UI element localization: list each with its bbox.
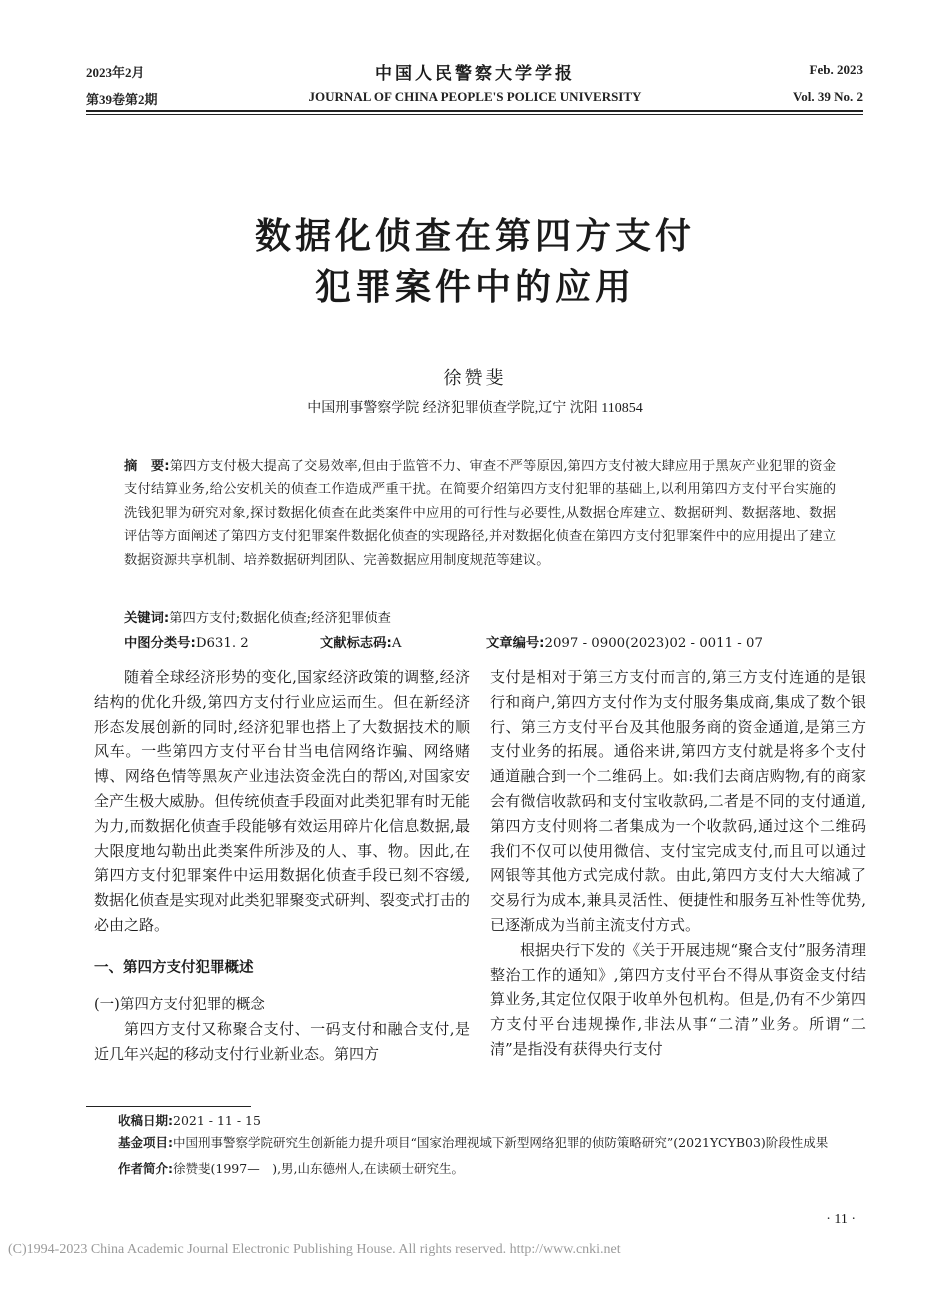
article-number-label: 文章编号: xyxy=(486,636,545,651)
bio-value: 徐赞斐(1997— ),男,山东德州人,在读硕士研究生。 xyxy=(173,1161,464,1176)
author-affiliation: 中国刑事警察学院 经济犯罪侦查学院,辽宁 沈阳 110854 xyxy=(307,401,643,416)
clc-code xyxy=(124,632,249,651)
clc-label: 中图分类号: xyxy=(124,636,196,651)
header-rule-thin xyxy=(86,114,863,115)
article-title-line-1: 数据化侦查在第四方支付 xyxy=(254,216,695,257)
footnote-rule xyxy=(86,1106,251,1107)
body-paragraph: 第四方支付又称聚合支付、一码支付和融合支付,是近几年兴起的移动支付行业新业态。第四方 xyxy=(94,1020,470,1064)
journal-title-en: JOURNAL OF CHINA PEOPLE'S POLICE UNIVERSITY xyxy=(308,89,642,104)
footnotes xyxy=(118,1110,863,1180)
abstract-text: 第四方支付极大提高了交易效率,但由于监管不力、审查不严等原因,第四方支付被大肆应用于黑灰产业犯罪的资金支付结算业务,给公安机关的侦查工作造成严重干扰。在简要介绍第四方支付犯罪的基础上,以利用第四方支付平台实施的洗钱犯罪为研究对象,探讨数据化侦查在此类案件中应用的可行性与必要性,从数据仓库建立、数据研判、数据落地、数据评估等方面阐述了第四方支付犯罪案件数据化侦查的实现路径,并对数据化侦查在第四方支付犯罪案件中的应用提出了建立数据资源共享机制、培养数据研判团队、完善数据应用制度规范等建议。 xyxy=(124,459,836,568)
bio-label: 作者简介: xyxy=(118,1161,173,1176)
body-paragraph: 根据央行下发的《关于开展违规“聚合支付”服务清理整治工作的通知》,第四方支付平台不得从事资金支付结算业务,其定位仅限于收单外包机构。但是,仍有不少第四方支付平台违规操作,非法从事“二清”业务。所谓“二清”是指没有获得央行支付 xyxy=(490,940,866,1058)
section-heading: 一、第四方支付犯罪概述 xyxy=(94,959,254,976)
received-value: 2021 - 11 - 15 xyxy=(173,1113,261,1128)
received-label: 收稿日期: xyxy=(118,1113,173,1128)
author-bio xyxy=(118,1158,863,1180)
header-rule xyxy=(86,110,863,112)
clc-value: D631. 2 xyxy=(195,636,249,651)
header-date-en: Feb. 2023 xyxy=(809,62,863,77)
journal-title-cn: 中国人民警察大学学报 xyxy=(375,64,575,84)
author-name: 徐赞斐 xyxy=(443,368,507,389)
document-code-value: A xyxy=(391,636,402,651)
copyright-notice: (C)1994-2023 China Academic Journal Electronic Publishing House. All rights reserved. http://www.cnki.net xyxy=(8,1242,621,1257)
body-paragraph: 支付是相对于第三方支付而言的,第三方支付连通的是银行和商户,第四方支付作为支付服务集成商,集成了数个银行、第三方支付平台及其他服务商的资金通道,是第三方支付业务的拓展。通俗来讲,第四方支付就是将多个支付通道融合到一个二维码上。如:我们去商店购物,有的商家会有微信收款码和支付宝收款码,二者是不同的支付通道,第四方支付则将二者集成为一个收款码,通过这个二维码我们不仅可以使用微信、支付宝完成支付,而且可以通过网银等其他方式完成付款。由此,第四方支付大大缩减了交易行为成本,兼具灵活性、便捷性和服务互补性等优势,已逐渐成为当前主流支付方式。 xyxy=(490,668,866,934)
received-date xyxy=(118,1110,863,1132)
page-number: · 11 · xyxy=(826,1212,856,1227)
header-volume-en: Vol. 39 No. 2 xyxy=(793,89,863,104)
abstract xyxy=(124,455,836,572)
header-volume-cn: 第39卷第2期 xyxy=(86,92,158,107)
fund-value: 中国刑事警察学院研究生创新能力提升项目“国家治理视域下新型网络犯罪的侦防策略研究”(2021YCYB03)阶段性成果 xyxy=(173,1135,829,1150)
body-right-column xyxy=(490,665,866,1062)
document-code-label: 文献标志码: xyxy=(320,636,392,651)
header-date-cn: 2023年2月 xyxy=(86,65,145,80)
fund-label: 基金项目: xyxy=(118,1135,173,1150)
abstract-label: 摘 要: xyxy=(124,459,170,474)
keywords xyxy=(124,608,836,630)
article-number-value: 2097 - 0900(2023)02 - 0011 - 07 xyxy=(544,636,763,651)
fund-project xyxy=(118,1132,863,1154)
body-left-column xyxy=(94,665,470,1067)
article-number xyxy=(486,632,763,651)
document-code xyxy=(320,632,401,651)
keywords-label: 关键词: xyxy=(124,611,170,626)
keywords-text: 第四方支付;数据化侦查;经济犯罪侦查 xyxy=(169,611,391,626)
subsection-heading: (一)第四方支付犯罪的概念 xyxy=(94,996,265,1013)
article-title-line-2: 犯罪案件中的应用 xyxy=(314,267,635,308)
body-paragraph: 随着全球经济形势的变化,国家经济政策的调整,经济结构的优化升级,第四方支付行业应运而生。但在新经济形态发展创新的同时,经济犯罪也搭上了大数据技术的顺风车。一些第四方支付平台甘当电信网络诈骗、网络赌博、网络色情等黑灰产业违法资金洗白的帮凶,对国家安全产生极大威胁。但传统侦查手段面对此类犯罪有时无能为力,而数据化侦查手段能够有效运用碎片化信息数据,最大限度地勾勒出此类案件所涉及的人、事、物。因此,在第四方支付犯罪案件中运用数据化侦查手段已刻不容缓,数据化侦查是实现对此类犯罪聚变式研判、裂变式打击的必由之路。 xyxy=(94,668,470,934)
